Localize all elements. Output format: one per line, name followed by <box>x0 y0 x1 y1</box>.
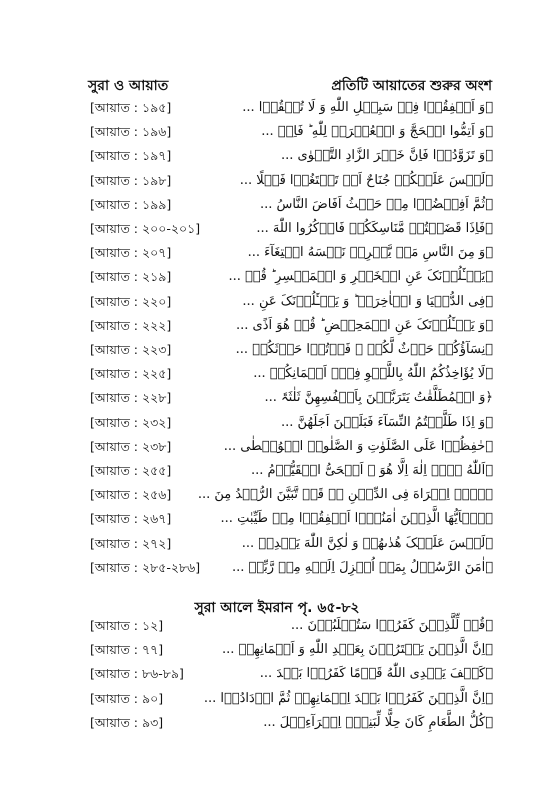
ayat-reference: [আয়াত : ১৯৫] <box>90 100 172 115</box>
ayat-reference: [আয়াত : ১৯৯] <box>90 196 172 212</box>
verse-row <box>0 193 554 217</box>
verse-opening-text: ﴿لَا یُؤَاخِذُکُمُ اللّٰهُ بِاللَّغۡوِ فِیۡۤ اَیۡمَانِکُمۡ ... <box>253 366 493 382</box>
ayat-reference: [আয়াত : ২৩২] <box>90 414 172 430</box>
ayat-reference: [আয়াত : ১৯৬] <box>90 124 172 140</box>
ayat-reference: [আয়াত : ২০৭] <box>90 245 172 261</box>
verse-row <box>0 169 554 193</box>
verse-opening-text: ﴿ثُمَّ اَفِیۡضُوۡا مِنۡ حَیۡثُ اَفَاضَ النَّاسُ ... <box>260 196 493 212</box>
verse-opening-text: ﴿لَیۡسَ عَلَیۡکَ هُدٰىهُمۡ وَ لٰکِنَّ اللّٰهَ یَهۡدِیۡ ... <box>241 535 493 551</box>
verse-opening-text: ﴿نِسَآؤُکُمۡ حَرۡثٌ لَّکُمۡ ۪ فَاۡتُوۡا حَرۡثَکُمۡ ... <box>235 342 493 357</box>
verse-opening-text: ﴿وَ یَسۡـَٔلُوۡنَکَ عَنِ الۡمَحِیۡضِ ؕ قُلۡ هُوَ اَذًی ... <box>236 317 493 333</box>
verse-row <box>0 338 554 362</box>
ayat-reference: [আয়াত : ১৯৮] <box>90 172 172 188</box>
verse-row <box>0 459 554 483</box>
verse-row <box>0 435 554 459</box>
verse-row <box>0 638 554 662</box>
ayat-reference: [আয়াত : ২৮৫-২৮৬] <box>90 559 201 575</box>
verse-row <box>0 614 554 638</box>
verse-row <box>0 662 554 686</box>
column-header-surah-ayat: সুরা ও আয়াত <box>88 78 169 94</box>
verse-opening-text: ﴿قُلۡ لِّلَّذِیۡنَ کَفَرُوۡا سَتُغۡلَبُوۡنَ ... <box>290 618 493 633</box>
verse-opening-text: ﴿یٰۤاَیُّهَا الَّذِیۡنَ اٰمَنُوۡۤا اَنۡفِقُوۡا مِنۡ طَیِّبٰتِ ... <box>220 511 493 527</box>
ayat-reference: [আয়াত : ২২৫] <box>90 366 172 382</box>
verse-row <box>0 556 554 580</box>
ayat-reference: [আয়াত : ৭৭] <box>90 642 164 658</box>
verse-opening-text: ﴿فِی الدُّنۡیَا وَ الۡاٰخِرَۃِ ؕ وَ یَسۡـَٔلُوۡنَکَ عَنِ ... <box>242 293 493 309</box>
verse-row <box>0 507 554 531</box>
verse-row <box>0 290 554 314</box>
verse-opening-text: ﴿فَاِذَا قَضَیۡتُمۡ مَّنَاسِکَکُمۡ فَاذۡکُرُوا اللّٰهَ ... <box>256 221 493 236</box>
verse-opening-text: ﴿حٰفِظُوۡا عَلَی الصَّلَوٰتِ وَ الصَّلٰوۃِ الۡوُسۡطٰی ... <box>223 438 493 454</box>
verse-opening-text: ﴿لَاۤ اِکۡرَاهَ فِی الدِّیۡنِ ۟ۙ قَدۡ تَّبَیَّنَ الرُّشۡدُ مِنَ ... <box>197 487 493 503</box>
verse-opening-text: ﴿اَللّٰهُ لَاۤ اِلٰهَ اِلَّا هُوَ ۚ اَلۡحَیُّ الۡقَیُّوۡمُ ... <box>250 463 493 478</box>
ayat-reference: [আয়াত : ২২২] <box>90 317 172 333</box>
verse-row <box>0 144 554 168</box>
ayat-reference: [আয়াত : ২২০] <box>90 293 172 309</box>
ayat-reference: [আয়াত : ১৯৭] <box>90 148 172 164</box>
ayat-reference: [আয়াত : ৯০] <box>90 690 164 706</box>
ayat-reference: [আয়াত : ২২৮] <box>90 390 172 406</box>
verse-opening-text: ﴿اِنَّ الَّذِیۡنَ کَفَرُوۡا بَعۡدَ اِیۡمَانِهِمۡ ثُمَّ ازۡدَادُوۡا ... <box>203 690 493 706</box>
verse-opening-text: ﴿لَیۡسَ عَلَیۡکُمۡ جُنَاحٌ اَنۡ تَبۡتَغُوۡا فَضۡلًا ... <box>239 172 493 188</box>
verse-row <box>0 532 554 556</box>
verse-opening-text: ﴿یَسۡـَٔلُوۡنَکَ عَنِ الۡخَمۡرِ وَ الۡمَیۡسِرِ ؕ قُلۡ ... <box>228 269 493 285</box>
verse-row <box>0 711 554 735</box>
ayat-reference: [আয়াত : ২২৩] <box>90 342 172 357</box>
verse-opening-text: ﴿کَیۡفَ یَهۡدِی اللّٰهُ قَوۡمًا کَفَرُوۡا بَعۡدَ ... <box>259 666 493 682</box>
verse-row <box>0 411 554 435</box>
verse-row <box>0 687 554 711</box>
ayat-reference: [আয়াত : ১২] <box>90 618 164 633</box>
verse-row <box>0 386 554 410</box>
verse-row <box>0 241 554 265</box>
verse-row <box>0 217 554 241</box>
ayat-reference: [আয়াত : ২৭২] <box>90 535 172 551</box>
verse-opening-text: ﴿وَ الۡمُطَلَّقٰتُ یَتَرَبَّصۡنَ بِاَنۡفُسِهِنَّ ثَلٰثَۃَ ... <box>264 390 493 406</box>
ayat-reference: [আয়াত : ২৫৫] <box>90 463 172 478</box>
ayat-reference: [আয়াত : ২০০-২০১] <box>90 221 201 236</box>
ayat-reference: [আয়াত : ২৬৭] <box>90 511 172 527</box>
verse-opening-text: ﴿وَ تَزَوَّدُوۡا فَاِنَّ خَیۡرَ الزَّادِ التَّقۡوٰی ... <box>280 148 493 164</box>
verse-opening-text: ﴿وَ مِنَ النَّاسِ مَنۡ یَّشۡرِیۡ نَفۡسَهُ ابۡتِغَآءَ ... <box>247 245 493 261</box>
verse-opening-text: ﴿وَ اِذَا طَلَّقۡتُمُ النِّسَآءَ فَبَلَغۡنَ اَجَلَهُنَّ ... <box>280 414 493 430</box>
verse-row <box>0 314 554 338</box>
verse-opening-text: ﴿کُلُّ الطَّعَامِ کَانَ حِلًّا لِّبَنِیۡۤ اِسۡرَآءِیۡلَ ... <box>263 714 493 730</box>
verse-opening-text: ﴿اٰمَنَ الرَّسُوۡلُ بِمَاۤ اُنۡزِلَ اِلَیۡهِ مِنۡ رَّبِّهٖ ... <box>231 559 493 575</box>
verse-row <box>0 265 554 289</box>
verse-opening-text: ﴿اِنَّ الَّذِیۡنَ یَشۡتَرُوۡنَ بِعَهۡدِ اللّٰهِ وَ اَیۡمَانِهِمۡ ... <box>222 642 493 658</box>
ayat-reference: [আয়াত : ২৫৬] <box>90 487 172 503</box>
ayat-reference: [আয়াত : ৮৬-৮৯] <box>90 666 184 682</box>
ayat-reference: [আয়াত : ২১৯] <box>90 269 172 285</box>
ayat-reference: [আয়াত : ৯৩] <box>90 714 164 730</box>
verse-row <box>0 483 554 507</box>
ayat-reference: [আয়াত : ২৩৮] <box>90 438 172 454</box>
verse-row <box>0 362 554 386</box>
column-header-verse-start: প্রতিটি আয়াতের শুরুর অংশ <box>331 78 492 94</box>
verse-row <box>0 120 554 144</box>
verse-opening-text: ﴿وَ اَتِمُّوا الۡحَجَّ وَ الۡعُمۡرَۃَ لِلّٰهِ ؕ فَاِنۡ ... <box>261 124 493 140</box>
verse-row <box>0 96 554 120</box>
section-title-al-imran: সুরা আলে ইমরান পৃ. ৬৫-৮২ <box>194 600 360 616</box>
verse-opening-text: ﴿وَ اَنۡفِقُوۡا فِیۡ سَبِیۡلِ اللّٰهِ وَ لَا تُلۡقُوۡا ... <box>242 100 493 115</box>
